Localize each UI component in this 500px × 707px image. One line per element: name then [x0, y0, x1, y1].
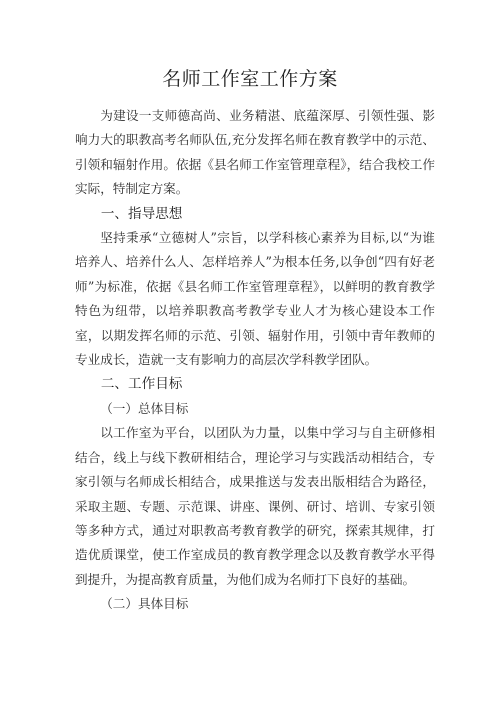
intro-paragraph: 为建设一支师德高尚、业务精湛、底蕴深厚、引领性强、影响力大的职教高考名师队伍,充分发挥名师在教育教学中的示范、引领和辐射作用。依据《县名师工作室管理章程》，结合我校工作实际，特制定方案。	[75, 108, 435, 197]
subheading-specific-goals: （二）具体目标	[100, 596, 189, 612]
section-heading-guiding-ideology: 一、指导思想	[100, 205, 183, 222]
page-title: 名师工作室工作方案	[162, 68, 338, 90]
section-heading-work-goals: 二、工作目标	[100, 376, 183, 393]
guiding-ideology-paragraph: 坚持秉承“立德树人”宗旨，以学科核心素养为目标,以“为谁培养人、培养什么人、怎样培养人”为根本任务,以争创“四有好老师”为标准，依据《县名师工作室管理章程》，以鲜明的教育教学特色为纽带，以培养职教高考教学专业人才为核心建设本工作室，以期发挥名师的示范、引领、辐射作用，引领中青年教师的专业成长，造就一支有影响力的高层次学科教学团队。	[75, 230, 435, 368]
document-body	[75, 104, 435, 617]
subheading-overall-goal: （一）总体目标	[100, 400, 189, 416]
overall-goal-paragraph: 以工作室为平台，以团队为力量，以集中学习与自主研修相结合，线上与线下教研相结合，理论学习与实践活动相结合，专家引领与名师成长相结合，成果推送与发表出版相结合为路径，采取主题、专题、示范课、讲座、课例、研讨、培训、专家引领等多种方式，通过对职教高考教育教学的研究，探索其规律，打造优质课堂，使工作室成员的教育教学理念以及教育教学水平得到提升，为提高教育质量，为他们成为名师打下良好的基础。	[75, 425, 435, 587]
